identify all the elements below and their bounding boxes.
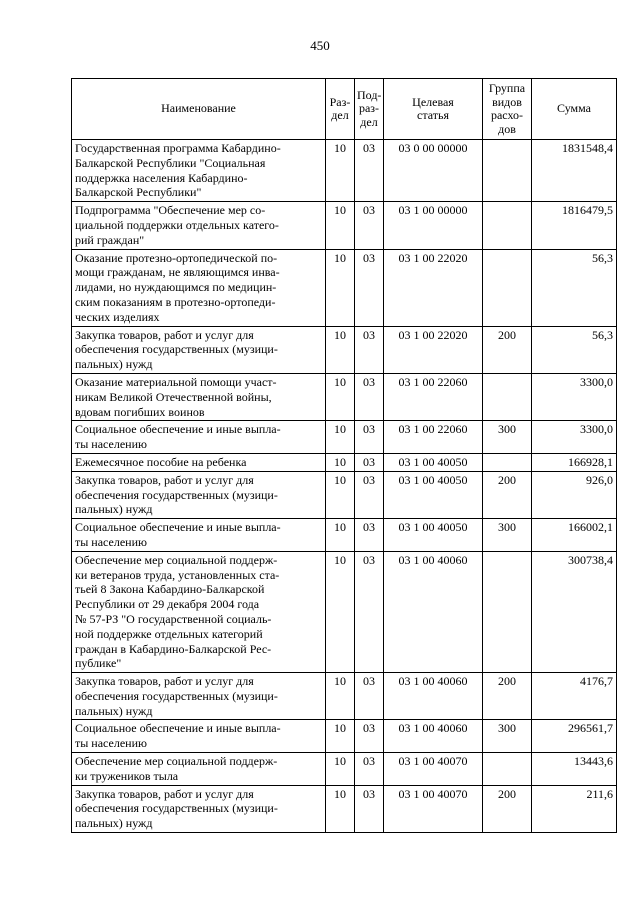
- cell-group: [483, 202, 532, 249]
- cell-subsection: 03: [355, 673, 384, 720]
- cell-sum: 166002,1: [532, 519, 617, 552]
- cell-article: 03 1 00 40050: [384, 471, 483, 518]
- cell-name: Обеспечение мер социальной поддерж- ки ветеранов труда, установленных ста- тьей 8 Закона Кабардино-Балкарской Республики от 29 декабря 2004 года № 57-РЗ "О государственной социаль- ной поддержке отдельных категорий граждан в Кабардино-Балкарской Рес- публике": [72, 551, 326, 672]
- cell-article: 03 1 00 40060: [384, 720, 483, 753]
- cell-sum: 3300,0: [532, 421, 617, 454]
- cell-section: 10: [326, 326, 355, 373]
- cell-sum: 1816479,5: [532, 202, 617, 249]
- table-row: [72, 140, 617, 202]
- cell-sum: 56,3: [532, 326, 617, 373]
- cell-section: 10: [326, 785, 355, 832]
- cell-section: 10: [326, 249, 355, 326]
- budget-table: [71, 78, 617, 833]
- cell-section: 10: [326, 471, 355, 518]
- table-row: [72, 249, 617, 326]
- cell-subsection: 03: [355, 551, 384, 672]
- cell-section: 10: [326, 202, 355, 249]
- cell-sum: 4176,7: [532, 673, 617, 720]
- cell-section: 10: [326, 421, 355, 454]
- cell-name: Оказание протезно-ортопедической по- мощи гражданам, не являющимся инва- лидами, но нуждающимся по медицин- ским показаниям в протезно-ортопеди- ческих изделиях: [72, 249, 326, 326]
- table-row: [72, 753, 617, 786]
- cell-subsection: 03: [355, 202, 384, 249]
- table-row: [72, 785, 617, 832]
- table-row: [72, 202, 617, 249]
- cell-subsection: 03: [355, 720, 384, 753]
- cell-subsection: 03: [355, 140, 384, 202]
- cell-subsection: 03: [355, 421, 384, 454]
- cell-group: 200: [483, 785, 532, 832]
- cell-group: [483, 453, 532, 471]
- cell-article: 03 1 00 22060: [384, 421, 483, 454]
- cell-sum: 13443,6: [532, 753, 617, 786]
- cell-group: 300: [483, 519, 532, 552]
- table-row: [72, 373, 617, 420]
- table-row: [72, 326, 617, 373]
- cell-name: Социальное обеспечение и иные выпла- ты населению: [72, 720, 326, 753]
- cell-article: 03 1 00 40070: [384, 753, 483, 786]
- cell-sum: 166928,1: [532, 453, 617, 471]
- cell-sum: 56,3: [532, 249, 617, 326]
- cell-article: 03 1 00 40060: [384, 673, 483, 720]
- header-group: Группа видов расхо- дов: [483, 79, 532, 140]
- header-name: Наименование: [72, 79, 326, 140]
- cell-subsection: 03: [355, 785, 384, 832]
- cell-group: 200: [483, 326, 532, 373]
- cell-group: [483, 249, 532, 326]
- cell-group: 200: [483, 471, 532, 518]
- header-sum: Сумма: [532, 79, 617, 140]
- cell-sum: 300738,4: [532, 551, 617, 672]
- table-header-row: [72, 79, 617, 140]
- cell-sum: 926,0: [532, 471, 617, 518]
- cell-subsection: 03: [355, 373, 384, 420]
- header-article: Целевая статья: [384, 79, 483, 140]
- cell-group: [483, 140, 532, 202]
- cell-name: Социальное обеспечение и иные выпла- ты населению: [72, 421, 326, 454]
- cell-name: Обеспечение мер социальной поддерж- ки тружеников тыла: [72, 753, 326, 786]
- cell-name: Социальное обеспечение и иные выпла- ты населению: [72, 519, 326, 552]
- table-row: [72, 551, 617, 672]
- cell-subsection: 03: [355, 471, 384, 518]
- cell-name: Закупка товаров, работ и услуг для обеспечения государственных (музици- пальных) нужд: [72, 471, 326, 518]
- cell-section: 10: [326, 753, 355, 786]
- cell-section: 10: [326, 673, 355, 720]
- cell-article: 03 1 00 22060: [384, 373, 483, 420]
- cell-article: 03 1 00 22020: [384, 249, 483, 326]
- cell-section: 10: [326, 140, 355, 202]
- cell-group: [483, 753, 532, 786]
- cell-article: 03 1 00 40050: [384, 519, 483, 552]
- cell-article: 03 1 00 40060: [384, 551, 483, 672]
- table-row: [72, 673, 617, 720]
- cell-article: 03 1 00 22020: [384, 326, 483, 373]
- cell-name: Закупка товаров, работ и услуг для обеспечения государственных (музици- пальных) нужд: [72, 673, 326, 720]
- cell-name: Закупка товаров, работ и услуг для обеспечения государственных (музици- пальных) нужд: [72, 785, 326, 832]
- cell-group: 200: [483, 673, 532, 720]
- cell-subsection: 03: [355, 519, 384, 552]
- cell-name: Закупка товаров, работ и услуг для обеспечения государственных (музици- пальных) нужд: [72, 326, 326, 373]
- cell-section: 10: [326, 519, 355, 552]
- table-row: [72, 519, 617, 552]
- header-subsection: Под- раз- дел: [355, 79, 384, 140]
- cell-section: 10: [326, 373, 355, 420]
- cell-name: Подпрограмма "Обеспечение мер со- циальной поддержки отдельных катего- рий граждан": [72, 202, 326, 249]
- cell-article: 03 1 00 40050: [384, 453, 483, 471]
- cell-subsection: 03: [355, 753, 384, 786]
- cell-name: Оказание материальной помощи участ- никам Великой Отечественной войны, вдовам погибших воинов: [72, 373, 326, 420]
- header-section: Раз- дел: [326, 79, 355, 140]
- cell-sum: 3300,0: [532, 373, 617, 420]
- cell-section: 10: [326, 453, 355, 471]
- cell-sum: 211,6: [532, 785, 617, 832]
- cell-section: 10: [326, 720, 355, 753]
- cell-name: Ежемесячное пособие на ребенка: [72, 453, 326, 471]
- table-row: [72, 471, 617, 518]
- cell-article: 03 1 00 00000: [384, 202, 483, 249]
- cell-section: 10: [326, 551, 355, 672]
- cell-subsection: 03: [355, 326, 384, 373]
- cell-group: 300: [483, 720, 532, 753]
- table-row: [72, 421, 617, 454]
- table-row: [72, 720, 617, 753]
- cell-subsection: 03: [355, 453, 384, 471]
- cell-article: 03 0 00 00000: [384, 140, 483, 202]
- table-row: [72, 453, 617, 471]
- cell-sum: 296561,7: [532, 720, 617, 753]
- cell-group: [483, 373, 532, 420]
- cell-subsection: 03: [355, 249, 384, 326]
- cell-article: 03 1 00 40070: [384, 785, 483, 832]
- page-number: 450: [310, 38, 330, 53]
- cell-group: 300: [483, 421, 532, 454]
- cell-group: [483, 551, 532, 672]
- cell-name: Государственная программа Кабардино- Балкарской Республики "Социальная поддержка населения Кабардино- Балкарской Республики": [72, 140, 326, 202]
- cell-sum: 1831548,4: [532, 140, 617, 202]
